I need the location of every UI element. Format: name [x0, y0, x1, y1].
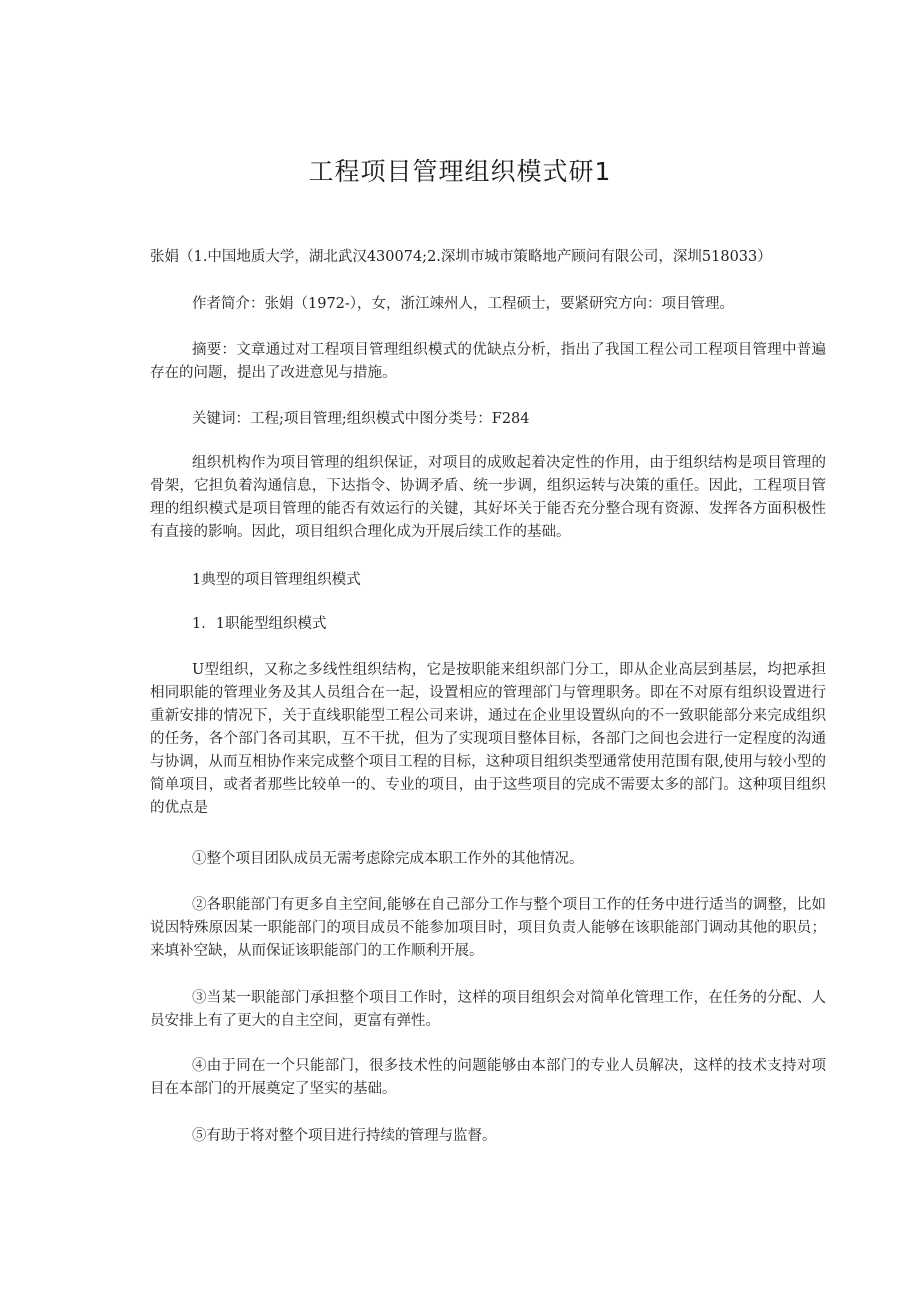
author-intro: 作者简介：张娟（1972-），女，浙江竦州人，工程硕士，要紧研究方向：项目管理。	[192, 296, 735, 312]
abstract-paragraph: 摘要：文章通过对工程项目管理组织模式的优缺点分析，指出了我国工程公司工程项目管理中普遍存在的问题，提出了改进意见与措施。	[150, 342, 826, 381]
section-heading: 1典型的项目管理组织模式	[192, 572, 361, 588]
author-affiliation: 张娟（1.中国地质大学，湖北武汉430074;2.深圳市城市策略地产顾问有限公司，深圳518033）	[150, 249, 772, 265]
subsection-heading: 1．1职能型组织模式	[192, 616, 327, 632]
advantage-item-1: ①整个项目团队成员无需考虑除完成本职工作外的其他情况。	[192, 851, 584, 867]
advantage-item-5: ⑤有助于将对整个项目进行持续的管理与监督。	[192, 1128, 497, 1144]
document-title: 工程项目管理组织模式研1	[308, 157, 612, 186]
advantage-item-4: ④由于同在一个只能部门，很多技术性的问题能够由本部门的专业人员解决，这样的技术支持对项目在本部门的开展奠定了坚实的基础。	[150, 1058, 826, 1097]
u-type-paragraph: U型组织，又称之多线性组织结构，它是按职能来组织部门分工，即从企业高层到基层，均把承担相同职能的管理业务及其人员组合在一起，设置相应的管理部门与管理职务。即在不对原有组织设置进行重新安排的情况下，关于直线职能型工程公司来讲，通过在企业里设置纵向的不一致职能部分来完成组织的任务，各个部门各司其职，互不干扰，但为了实现项目整体目标，各部门之间也会进行一定程度的沟通与协调，从而互相协作来完成整个项目工程的目标，这种项目组织类型通常使用范围有限,使用与较小型的简单项目，或者者那些比较单一的、专业的项目，由于这些项目的完成不需要太多的部门。这种项目组织的优点是	[150, 662, 826, 816]
advantage-item-3: ③当某一职能部门承担整个项目工作时，这样的项目组织会对简单化管理工作，在任务的分配、人员安排上有了更大的自主空间，更富有弹性。	[150, 990, 826, 1029]
intro-paragraph: 组织机构作为项目管理的组织保证，对项目的成败起着决定性的作用，由于组织结构是项目管理的骨架，它担负着沟通信息，下达指令、协调矛盾、统一步调，组织运转与决策的重任。因此，工程项目管理的组织模式是项目管理的能否有效运行的关键，其好坏关于能否充分整合现有资源、发挥各方面积极性有直接的影响。因此，项目组织合理化成为开展后续工作的基础。	[150, 455, 826, 540]
keywords-line: 关键词：工程;项目管理;组织模式中图分类号：F284	[192, 411, 530, 427]
advantage-item-2: ②各职能部门有更多自主空间,能够在自己部分工作与整个项目工作的任务中进行适当的调整，比如说因特殊原因某一职能部门的项目成员不能参加项目时，项目负责人能够在该职能部门调动其他的职员；来填补空缺，从而保证该职能部门的工作顺利开展。	[150, 897, 826, 959]
